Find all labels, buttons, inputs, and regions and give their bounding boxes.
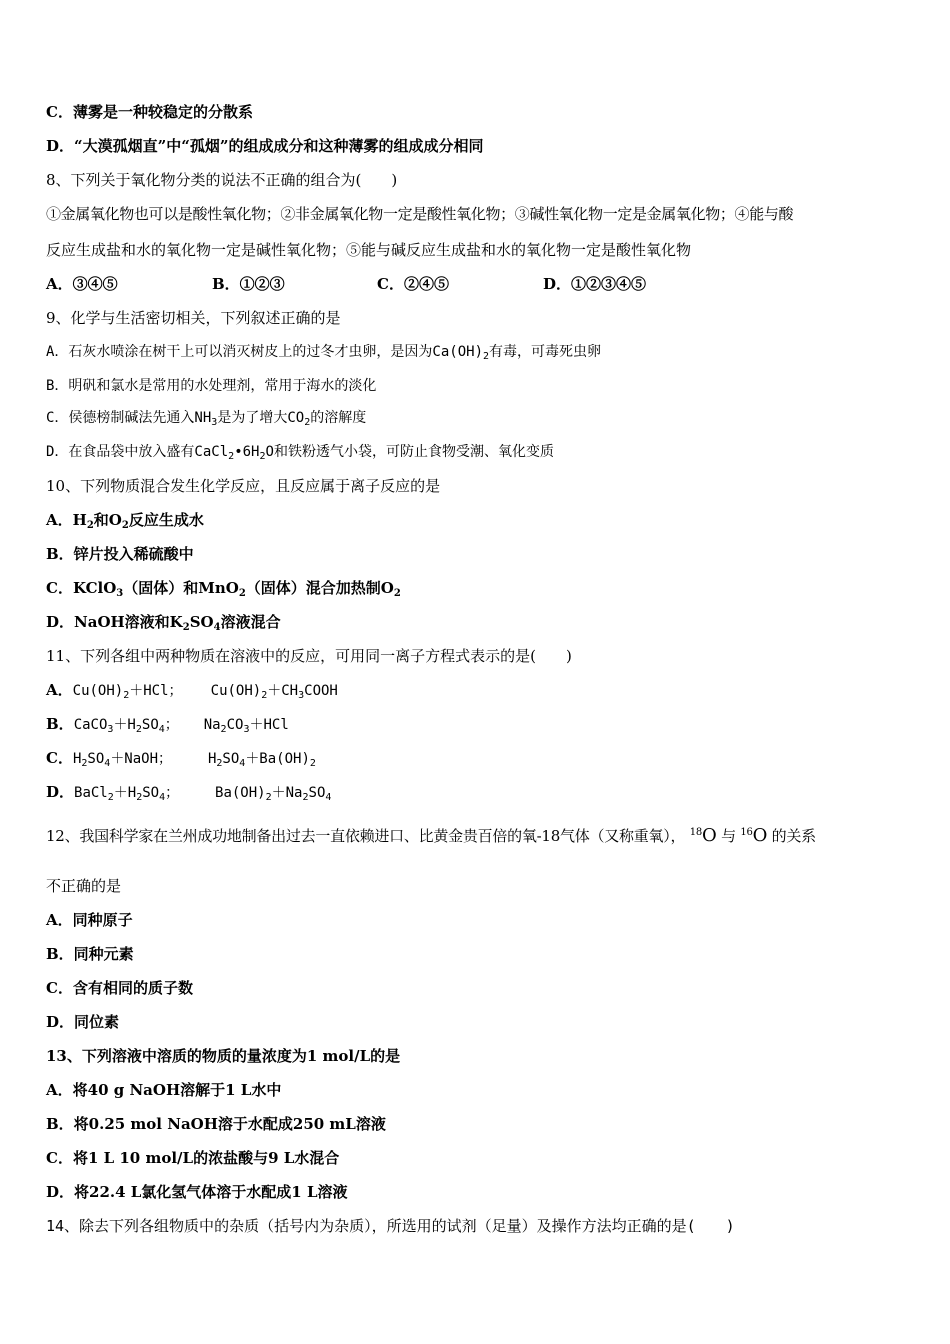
- q11-option-c: [46, 748, 316, 769]
- formula: Cu(OH): [72, 683, 124, 699]
- formula: Ba(OH): [215, 785, 266, 801]
- subscript: 2: [123, 690, 130, 701]
- subscript: 3: [211, 417, 218, 428]
- formula: ；: [164, 717, 179, 733]
- q8-options: [46, 274, 646, 294]
- formula: H: [72, 751, 82, 767]
- q10-option-a-text-end: 反应生成水: [128, 511, 204, 529]
- q10-option-c-text-mid2: （固体）混合加热制O: [245, 579, 394, 597]
- subscript: 4: [213, 622, 221, 633]
- q13-stem: 13、下列溶液中溶质的物质的量浓度为1 mol/L的是: [46, 1047, 401, 1065]
- q10-option-c-text-mid: （固体）和MnO: [123, 579, 239, 597]
- formula: CO: [226, 717, 244, 733]
- q9-option-c: [46, 408, 366, 428]
- q12-option-d: D．同位素: [46, 1013, 120, 1031]
- subscript: 2: [309, 758, 316, 769]
- q10-option-d-text-mid: SO: [189, 613, 214, 631]
- subscript: 3: [298, 690, 305, 701]
- mass-number: 16: [740, 827, 753, 838]
- q10-stem: 10、下列物质混合发生化学反应，且反应属于离子反应的是: [46, 477, 441, 495]
- formula: SO: [141, 717, 159, 733]
- q11-option-b: [46, 714, 289, 735]
- subscript: 2: [220, 724, 227, 735]
- q12-option-a: A．同种原子: [46, 911, 133, 929]
- formula: SO: [142, 785, 160, 801]
- subscript: 2: [182, 622, 190, 633]
- q8-stem: 8、下列关于氧化物分类的说法不正确的组合为( ): [46, 171, 398, 189]
- q14-stem: 14、除去下列各组物质中的杂质（括号内为杂质），所选用的试剂（足量）及操作方法均正确的是( ): [46, 1217, 735, 1235]
- formula: ＋HCl: [249, 717, 289, 733]
- q9-option-c-text-end: 的溶解度: [310, 410, 367, 426]
- subscript: 4: [104, 758, 111, 769]
- q10-option-d: [46, 612, 281, 632]
- option-label: B．: [46, 715, 74, 733]
- subscript: 3: [243, 724, 250, 735]
- subscript: 3: [116, 588, 124, 599]
- q8-option-c: C．②④⑤: [377, 275, 449, 293]
- formula: H: [207, 751, 217, 767]
- q12-option-c: C．含有相同的质子数: [46, 979, 193, 997]
- subscript: 2: [81, 758, 88, 769]
- subscript: 2: [121, 520, 129, 531]
- q9-option-d-text: D．在食品袋中放入盛有CaCl: [46, 444, 229, 460]
- q13-option-c: C．将1 L 10 mol/L的浓盐酸与9 L水混合: [46, 1149, 340, 1167]
- q13-option-b: B．将0.25 mol NaOH溶于水配成250 mL溶液: [46, 1115, 386, 1133]
- subscript: 2: [265, 792, 272, 803]
- q8-body-line2: 反应生成盐和水的氧化物一定是碱性氧化物；⑤能与碱反应生成盐和水的氧化物一定是酸性氧化物: [46, 241, 692, 259]
- q11-option-a: [46, 680, 338, 701]
- subscript: 2: [483, 351, 490, 362]
- formula: ＋NaOH；: [110, 751, 173, 767]
- q9-option-a-text-end: 有毒，可毒死虫卵: [489, 344, 602, 360]
- formula: CaCO: [73, 717, 108, 733]
- formula: COOH: [304, 683, 338, 699]
- q9-option-a: [46, 342, 601, 362]
- subscript: 2: [86, 520, 94, 531]
- q7-option-d: D．“大漠孤烟直”中“孤烟”的组成成分和这种薄雾的组成成分相同: [46, 137, 484, 155]
- isotope-o18: [690, 825, 717, 846]
- q10-option-a-text: A．H: [46, 511, 87, 529]
- mass-number: 18: [689, 827, 703, 838]
- formula: ＋HCl；: [129, 683, 183, 699]
- subscript: 2: [304, 417, 311, 428]
- formula: ＋H: [113, 717, 136, 733]
- formula: Cu(OH): [210, 683, 262, 699]
- q7-option-c: C．薄雾是一种较稳定的分散系: [46, 103, 253, 121]
- q12-stem-text: 12、我国科学家在兰州成功地制备出过去一直依赖进口、比黄金贵百倍的氧-18气体（又称重氧），: [46, 827, 686, 845]
- option-label: A．: [46, 681, 73, 699]
- option-label: D．: [46, 783, 75, 801]
- q9-option-d-text-end: O和铁粉透气小袋，可防止食物受潮、氧化变质: [265, 444, 554, 460]
- subscript: 4: [325, 792, 332, 803]
- subscript: 2: [259, 451, 266, 462]
- q11-stem: 11、下列各组中两种物质在溶液中的反应，可用同一离子方程式表示的是( ): [46, 647, 572, 665]
- q13-option-a: A．将40 g NaOH溶解于1 L水中: [46, 1081, 282, 1099]
- formula: ；: [165, 785, 180, 801]
- q10-option-c: [46, 578, 401, 598]
- formula: ＋H: [113, 785, 137, 801]
- subscript: 2: [393, 588, 401, 599]
- formula: ＋Na: [271, 785, 303, 801]
- q12-stem-line2: 不正确的是: [46, 877, 122, 895]
- option-label: C．: [46, 749, 73, 767]
- subscript: 4: [159, 792, 166, 803]
- q11-option-d: [46, 782, 331, 803]
- subscript: 2: [238, 588, 246, 599]
- q9-option-c-text-mid: 是为了增大CO: [217, 410, 305, 426]
- subscript: 2: [136, 792, 143, 803]
- q8-option-a: A．③④⑤: [46, 275, 118, 293]
- q12-stem-line1: [46, 826, 816, 846]
- formula: SO: [87, 751, 105, 767]
- q10-option-d-text: D．NaOH溶液和K: [46, 613, 183, 631]
- subscript: 2: [216, 758, 223, 769]
- q12-stem-connector: 与: [721, 827, 736, 845]
- subscript: 2: [261, 690, 268, 701]
- formula: SO: [222, 751, 240, 767]
- subscript: 4: [158, 724, 165, 735]
- q13-option-d: D．将22.4 L氯化氢气体溶于水配成1 L溶液: [46, 1183, 348, 1201]
- subscript: 2: [135, 724, 142, 735]
- formula: ＋Ba(OH): [245, 751, 310, 767]
- q10-option-c-text: C．KClO: [46, 579, 117, 597]
- formula: ＋CH: [267, 683, 299, 699]
- q9-option-d: [46, 442, 554, 462]
- subscript: 3: [107, 724, 114, 735]
- subscript: 4: [239, 758, 246, 769]
- element-symbol: O: [752, 825, 768, 846]
- q10-option-d-text-end: 溶液混合: [220, 613, 281, 631]
- formula: BaCl: [74, 785, 108, 801]
- formula: Na: [203, 717, 221, 733]
- subscript: 2: [107, 792, 114, 803]
- isotope-o16: [740, 825, 767, 846]
- subscript: 2: [302, 792, 309, 803]
- q12-option-b: B．同种元素: [46, 945, 134, 963]
- q9-stem: 9、化学与生活密切相关，下列叙述正确的是: [46, 309, 341, 327]
- q12-stem-text-end: 的关系: [771, 827, 816, 845]
- q10-option-a: [46, 510, 204, 530]
- formula: SO: [308, 785, 326, 801]
- q8-option-b: B．①②③: [212, 275, 285, 293]
- q9-option-a-text: A．石灰水喷涂在树干上可以消灭树皮上的过冬才虫卵，是因为Ca(OH): [46, 344, 483, 360]
- q8-body-line1: ①金属氧化物也可以是酸性氧化物；②非金属氧化物一定是酸性氧化物；③碱性氧化物一定是金属氧化物；④能与酸: [46, 205, 794, 223]
- q10-option-b: B．锌片投入稀硫酸中: [46, 545, 194, 563]
- q9-option-d-text-mid: •6H: [234, 444, 260, 460]
- element-symbol: O: [702, 825, 717, 846]
- q10-option-a-text-mid: 和O: [93, 511, 122, 529]
- q9-option-b: B．明矾和氯水是常用的水处理剂，常用于海水的淡化: [46, 378, 377, 394]
- q9-option-c-text: C．侯德榜制碱法先通入NH: [46, 410, 212, 426]
- subscript: 2: [228, 451, 235, 462]
- q8-option-d: D．①②③④⑤: [543, 275, 647, 293]
